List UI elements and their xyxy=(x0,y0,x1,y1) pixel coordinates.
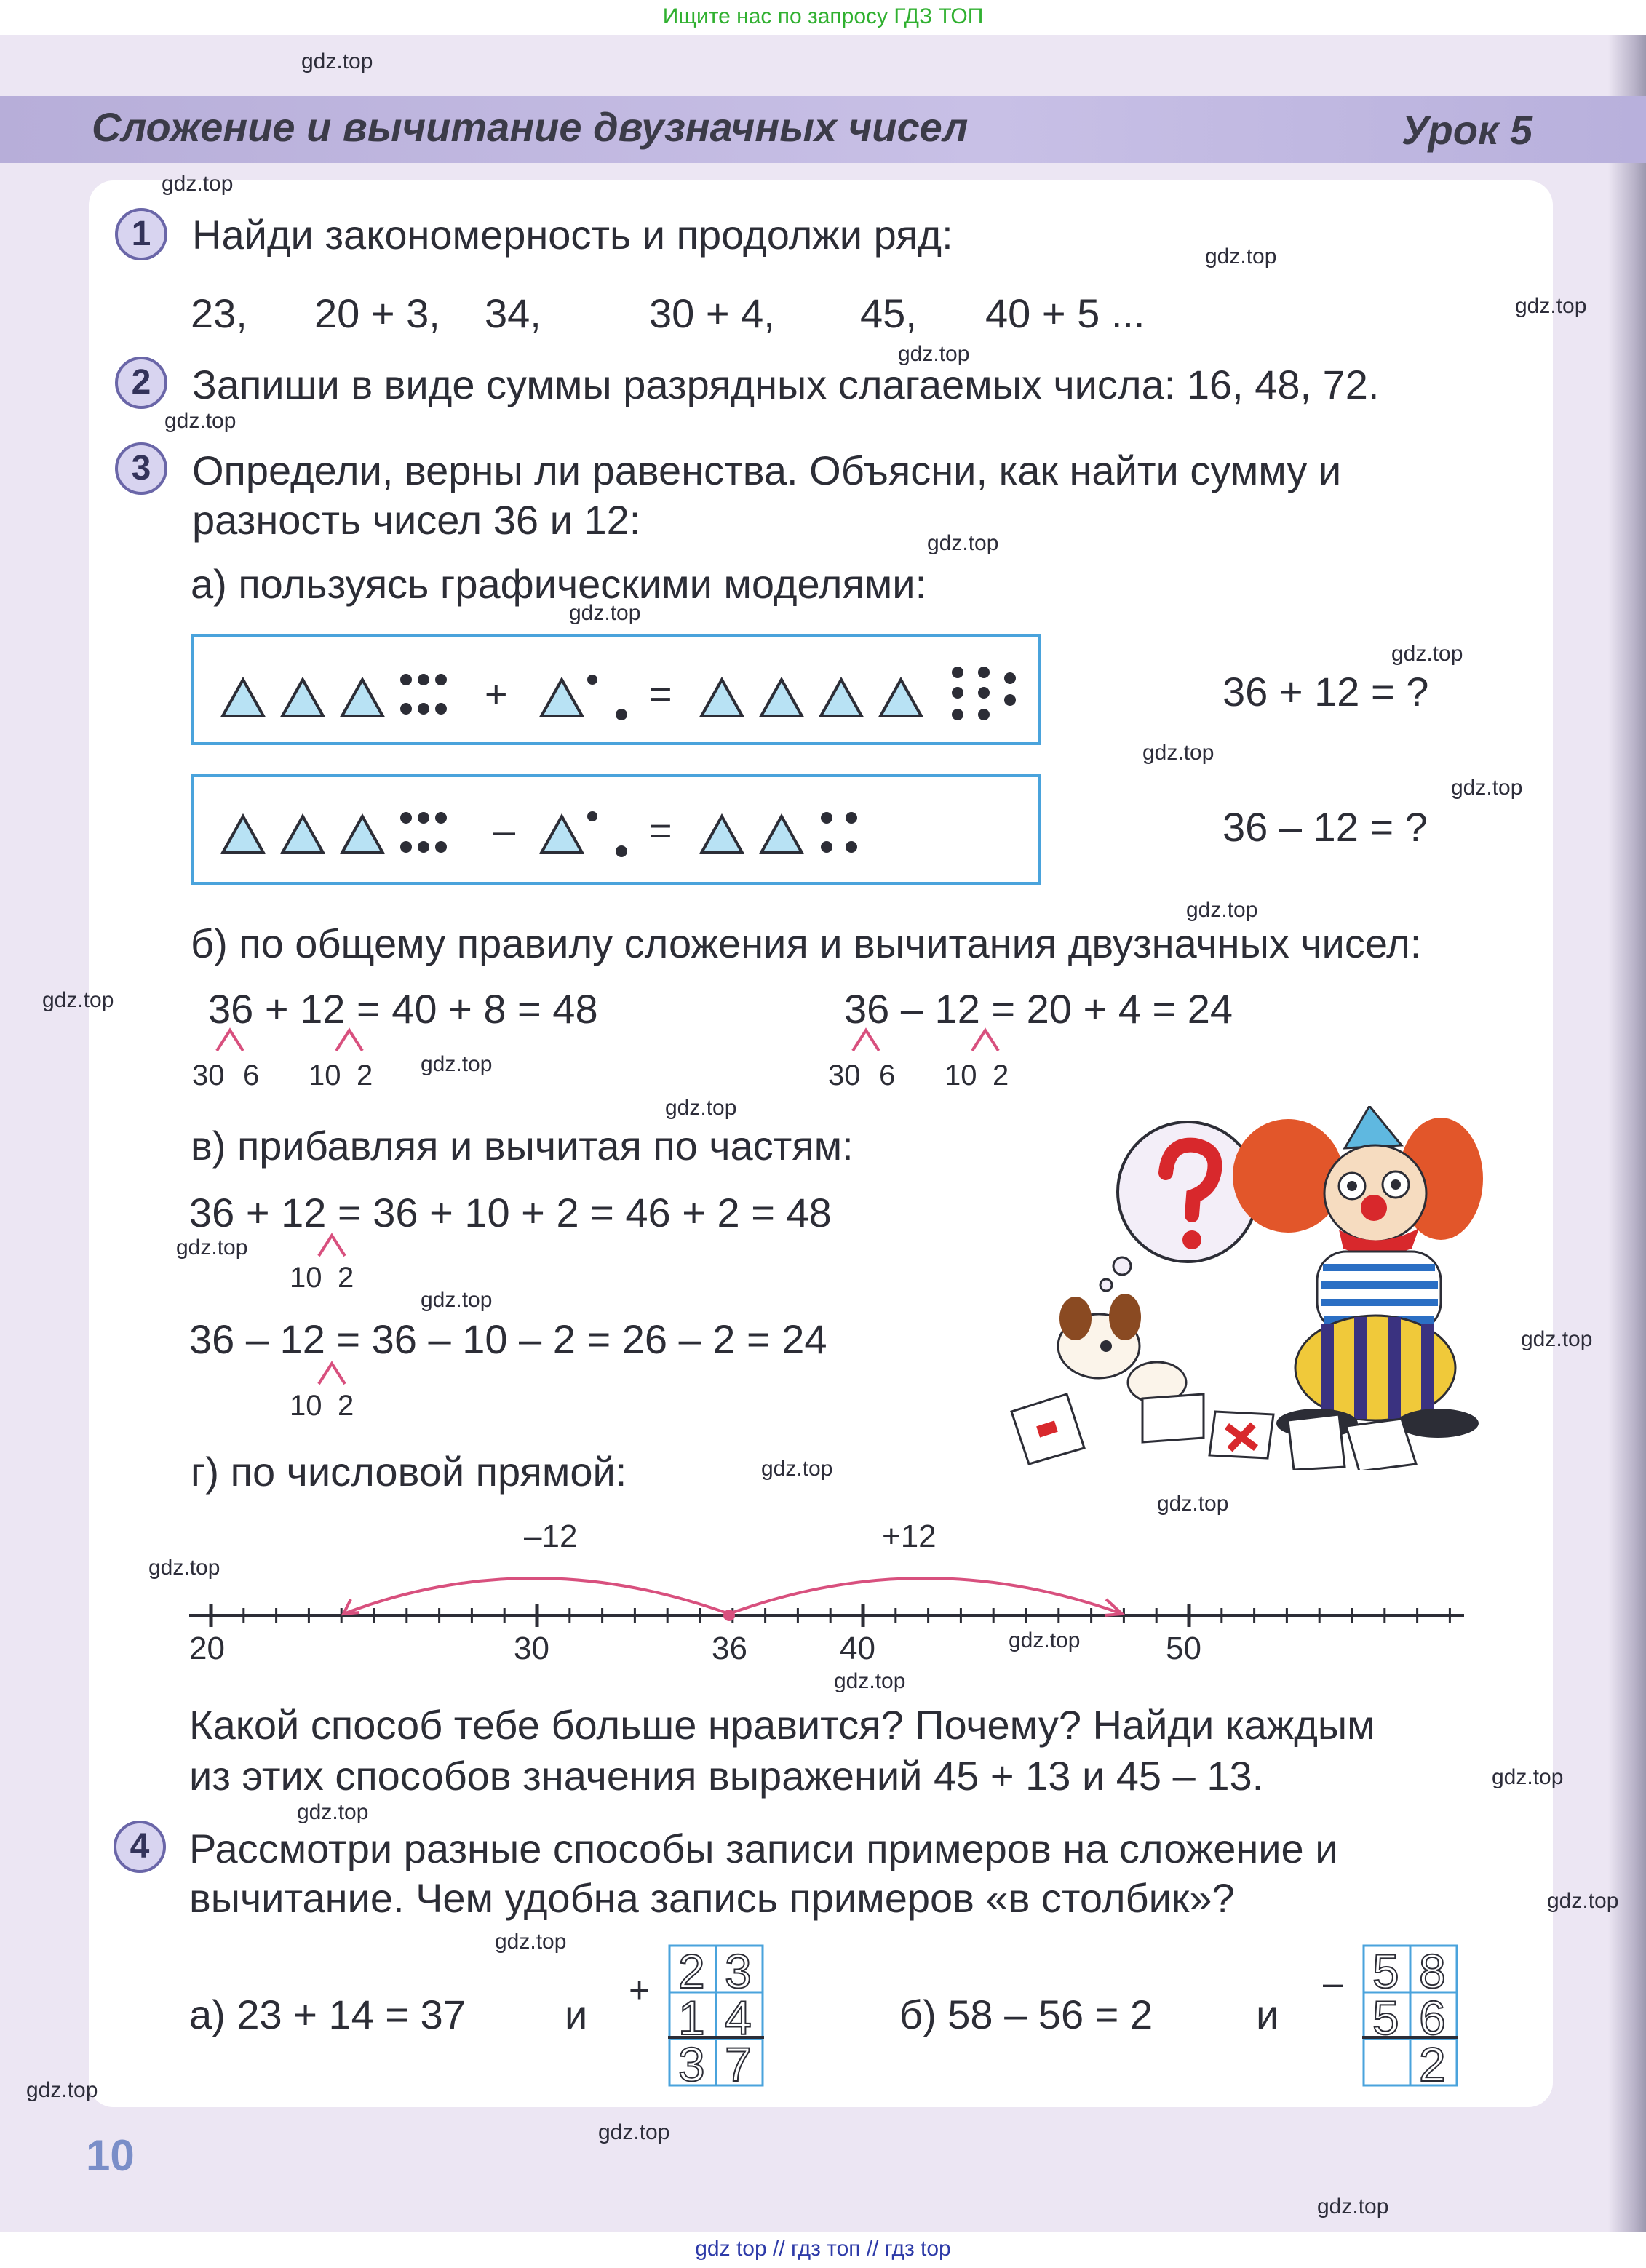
watermark: gdz.top xyxy=(301,49,373,73)
model-box-addition xyxy=(191,634,1041,745)
column-plus-sign: + xyxy=(629,1970,651,2010)
task-1-number: 1 xyxy=(115,208,167,260)
puppy-icon xyxy=(1058,1294,1186,1403)
tick-label: 20 xyxy=(189,1631,225,1666)
column-grid-subtraction xyxy=(1362,1944,1458,2090)
series-item: 23, xyxy=(191,290,247,336)
ten-triangle-icon xyxy=(761,816,802,853)
split-caret xyxy=(306,1230,349,1259)
page-number: 10 xyxy=(86,2131,135,2180)
series-item: 40 + 5 ... xyxy=(985,290,1145,336)
ten-triangle-icon xyxy=(541,816,582,853)
jump-plus-label: +12 xyxy=(882,1519,937,1554)
bottom-banner[interactable]: gdz top // гдз топ // гдз top xyxy=(0,2232,1646,2268)
subtraction-model-drawing xyxy=(194,777,1038,882)
column-digit: 5 xyxy=(1372,1944,1399,1998)
watermark: gdz.top xyxy=(1515,294,1587,318)
watermark: gdz.top xyxy=(1451,776,1523,800)
watermark: gdz.top xyxy=(162,172,234,196)
ten-triangle-icon xyxy=(282,680,323,716)
task-3b-label: б) по общему правилу сложения и вычитания двузначных чисел: xyxy=(191,920,1422,966)
split-digit: 2 xyxy=(338,1390,354,1422)
column-minus-sign: – xyxy=(1323,1962,1343,2003)
column-digit: 4 xyxy=(725,1991,752,2045)
watermark: gdz.top xyxy=(598,2120,670,2144)
model-eq-subtraction: 36 – 12 = ? xyxy=(1222,804,1428,850)
watermark: gdz.top xyxy=(1157,1492,1229,1516)
addition-model-drawing xyxy=(194,637,1038,742)
page-title: Сложение и вычитание двузначных чисел xyxy=(92,104,969,150)
watermark: gdz.top xyxy=(26,2078,98,2102)
tick-label: 30 xyxy=(514,1631,549,1666)
task-4b-example: б) 58 – 56 = 2 xyxy=(899,1992,1153,2037)
split-digit: 2 xyxy=(357,1059,373,1091)
split-digit: 30 xyxy=(828,1059,861,1091)
ten-triangle-icon xyxy=(223,816,263,853)
watermark: gdz.top xyxy=(1547,1889,1619,1913)
split-carets xyxy=(0,1024,1646,1054)
model-box-subtraction xyxy=(191,774,1041,885)
series-item: 45, xyxy=(860,290,917,336)
split-digit: 2 xyxy=(993,1059,1009,1091)
jump-plus-arc xyxy=(729,1578,1122,1614)
task-3-number: 3 xyxy=(115,442,167,495)
series-item: 20 + 3, xyxy=(314,290,440,336)
split-caret xyxy=(306,1358,349,1387)
task-3a-label: а) пользуясь графическими моделями: xyxy=(191,561,927,607)
ten-triangle-icon xyxy=(223,680,263,716)
task-2-text: Запиши в виде суммы разрядных слагаемых числа: 16, 48, 72. xyxy=(192,362,1380,407)
split-digit: 2 xyxy=(338,1262,354,1294)
column-digit: 5 xyxy=(1372,1991,1399,2045)
ten-triangle-icon xyxy=(701,680,742,716)
plus-sign: + xyxy=(485,672,508,716)
series-item: 30 + 4, xyxy=(649,290,775,336)
arrow-head-icon xyxy=(343,1599,359,1614)
task-3g-label: г) по числовой прямой: xyxy=(191,1449,627,1495)
column-digit: 6 xyxy=(1419,1991,1446,2045)
watermark: gdz.top xyxy=(1186,898,1258,922)
task-3-question-2: из этих способов значения выражений 45 + 13 и 45 – 13. xyxy=(189,1753,1264,1799)
watermark: gdz.top xyxy=(1492,1765,1564,1789)
ten-triangle-icon xyxy=(342,680,383,716)
parts-eq-subtraction: 36 – 12 = 36 – 10 – 2 = 26 – 2 = 24 xyxy=(189,1316,827,1362)
ten-triangle-icon xyxy=(282,816,323,853)
watermark: gdz.top xyxy=(148,1556,220,1580)
watermark: gdz.top xyxy=(1205,244,1277,268)
task-3-line1: Определи, верны ли равенства. Объясни, как найти сумму и xyxy=(192,447,1342,493)
question-bubble-icon xyxy=(1100,1122,1257,1291)
split-digit: 30 xyxy=(192,1059,225,1091)
tick-label: 36 xyxy=(712,1631,747,1666)
task-4-line2: вычитание. Чем удобна запись примеров «в столбик»? xyxy=(189,1875,1235,1921)
task-1-text: Найди закономерность и продолжи ряд: xyxy=(192,212,953,258)
and-word: и xyxy=(565,1992,588,2037)
watermark: gdz.top xyxy=(42,988,114,1012)
and-word: и xyxy=(1256,1992,1279,2037)
ten-triangle-icon xyxy=(342,816,383,853)
number-line xyxy=(182,1513,1477,1681)
ten-triangle-icon xyxy=(880,680,921,716)
parts-eq-addition: 36 + 12 = 36 + 10 + 2 = 46 + 2 = 48 xyxy=(189,1190,832,1236)
watermark: gdz.top xyxy=(495,1930,567,1954)
watermark: gdz.top xyxy=(665,1096,737,1120)
watermark: gdz.top xyxy=(569,601,641,625)
watermark: gdz.top xyxy=(834,1669,906,1693)
start-point xyxy=(723,1610,735,1621)
watermark: gdz.top xyxy=(1521,1327,1593,1351)
column-digit: 1 xyxy=(678,1991,705,2045)
watermark: gdz.top xyxy=(1317,2195,1389,2219)
split-digit: 10 xyxy=(290,1262,322,1294)
task-3v-label: в) прибавляя и вычитая по частям: xyxy=(191,1123,854,1169)
column-digit: 2 xyxy=(678,1944,705,1998)
task-3-question-1: Какой способ тебе больше нравится? Почему? Найди каждым xyxy=(189,1702,1375,1748)
minus-sign: – xyxy=(493,809,516,853)
watermark: gdz.top xyxy=(898,342,970,366)
lesson-label: Урок 5 xyxy=(1402,107,1533,153)
ten-triangle-icon xyxy=(821,680,862,716)
watermark: gdz.top xyxy=(421,1288,493,1312)
watermark: gdz.top xyxy=(761,1457,833,1481)
ten-triangle-icon xyxy=(701,816,742,853)
watermark: gdz.top xyxy=(1391,642,1463,666)
watermark: gdz.top xyxy=(1142,741,1214,765)
column-digit: 8 xyxy=(1419,1944,1446,1998)
rule-eq-subtraction: 36 – 12 = 20 + 4 = 24 xyxy=(844,986,1233,1032)
watermark: gdz.top xyxy=(176,1236,248,1260)
rule-eq-addition: 36 + 12 = 40 + 8 = 48 xyxy=(208,986,598,1032)
tick-label: 40 xyxy=(840,1631,875,1666)
clown-illustration xyxy=(997,1106,1492,1470)
task-2-number: 2 xyxy=(115,357,167,409)
ten-triangle-icon xyxy=(761,680,802,716)
watermark: gdz.top xyxy=(421,1052,493,1076)
clown-icon xyxy=(1233,1106,1483,1438)
task-4-number: 4 xyxy=(114,1821,166,1873)
series-item: 34, xyxy=(485,290,541,336)
split-digit: 6 xyxy=(243,1059,260,1091)
model-eq-addition: 36 + 12 = ? xyxy=(1222,669,1429,715)
split-digit: 6 xyxy=(879,1059,896,1091)
tick-label: 50 xyxy=(1166,1631,1201,1666)
ten-triangle-icon xyxy=(541,680,582,716)
jump-minus-label: –12 xyxy=(524,1519,578,1554)
split-digit: 10 xyxy=(290,1390,322,1422)
column-digit: 2 xyxy=(1419,2037,1446,2090)
equals-sign: = xyxy=(649,672,672,716)
column-digit: 3 xyxy=(678,2037,705,2090)
column-digit: 3 xyxy=(725,1944,752,1998)
task-4a-example: а) 23 + 14 = 37 xyxy=(189,1992,466,2037)
task-3-line2: разность чисел 36 и 12: xyxy=(192,497,641,543)
watermark: gdz.top xyxy=(297,1800,369,1824)
watermark: gdz.top xyxy=(164,409,236,433)
top-banner[interactable]: Ищите нас по запросу ГДЗ ТОП xyxy=(0,0,1646,35)
column-grid-addition xyxy=(668,1944,764,2090)
split-digit: 10 xyxy=(945,1059,977,1091)
split-digit: 10 xyxy=(309,1059,341,1091)
watermark: gdz.top xyxy=(927,531,999,555)
column-digit: 7 xyxy=(725,2037,752,2090)
equals-sign: = xyxy=(649,809,672,853)
watermark: gdz.top xyxy=(1009,1628,1081,1652)
task-4-line1: Рассмотри разные способы записи примеров на сложение и xyxy=(189,1826,1338,1871)
